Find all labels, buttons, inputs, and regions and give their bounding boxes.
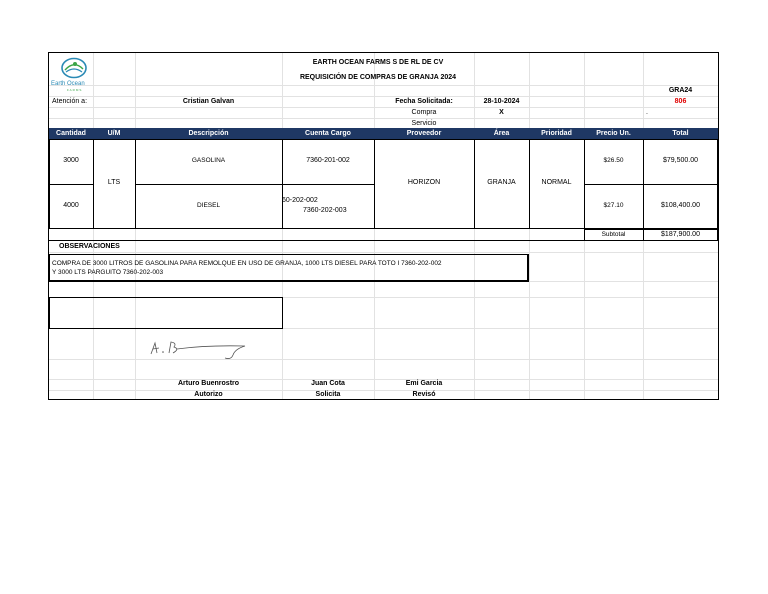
- col-cantidad: Cantidad: [56, 130, 86, 137]
- company-logo: [59, 57, 89, 81]
- col-descripcion: Descripción: [188, 130, 229, 137]
- date-value: 28-10-2024: [483, 98, 520, 105]
- globe-icon: [59, 57, 89, 79]
- attention-value: Cristian Galvan: [182, 98, 235, 105]
- grid-line: [49, 252, 718, 253]
- item-2-cantidad: 4000: [63, 202, 79, 209]
- grid-line: [49, 85, 718, 86]
- observaciones-line-2: Y 3000 LTS PARGUITO 7360-202-003: [52, 269, 164, 276]
- attention-label: Atención a:: [52, 98, 88, 105]
- observaciones-box: [49, 254, 529, 282]
- company-name: EARTH OCEAN FARMS S DE RL DE CV: [312, 59, 444, 66]
- folio-number: 806: [674, 98, 687, 105]
- signer-2-role: Solicita: [315, 391, 341, 398]
- item-2-precio: $27.10: [603, 202, 624, 209]
- grid-line: [49, 118, 718, 119]
- col-cuenta: Cuenta Cargo: [305, 130, 351, 137]
- item-proveedor: HORIZON: [407, 179, 441, 186]
- col-total: Total: [672, 130, 689, 137]
- requisition-form: [48, 52, 719, 400]
- item-2-cuenta-line1: 60-202-002: [282, 197, 318, 204]
- item-1-total: $79,500.00: [662, 157, 699, 164]
- form-title: REQUISICIÓN DE COMPRAS DE GRANJA 2024: [299, 74, 457, 81]
- item-1-cuenta: 7360-201-002: [306, 157, 350, 164]
- item-2-descripcion: DIESEL: [196, 202, 221, 209]
- item-area: GRANJA: [487, 179, 516, 186]
- item-prioridad: NORMAL: [541, 179, 572, 186]
- subtotal-value: $187,900.00: [661, 231, 700, 238]
- col-proveedor: Proveedor: [406, 130, 442, 137]
- table-header: [49, 128, 718, 139]
- signer-1-name: Arturo Buenrostro: [177, 380, 240, 387]
- col-um: U/M: [107, 130, 121, 137]
- compra-label: Compra: [411, 109, 437, 116]
- signer-3-name: Emi Garcia: [405, 380, 443, 387]
- item-1-cantidad: 3000: [63, 157, 79, 164]
- notes-box: [49, 297, 283, 329]
- form-code: GRA24: [668, 87, 693, 94]
- servicio-label: Servicio: [411, 120, 437, 127]
- signer-3-role: Revisó: [412, 391, 436, 398]
- dot-mark: .: [646, 109, 648, 116]
- date-label: Fecha Solicitada:: [395, 98, 453, 105]
- signer-1-role: Autorizo: [194, 391, 223, 398]
- col-prioridad: Prioridad: [541, 130, 572, 137]
- signer-2-name: Juan Cota: [311, 380, 345, 387]
- subtotal-label: Subtotal: [601, 231, 626, 238]
- compra-mark: X: [499, 109, 504, 116]
- logo-subtext: FARMS: [67, 88, 83, 92]
- col-area: Área: [493, 130, 510, 137]
- item-um: LTS: [107, 179, 121, 186]
- observaciones-label: OBSERVACIONES: [59, 243, 120, 250]
- grid-line: [49, 107, 718, 108]
- item-2-cuenta-line2: 7360-202-003: [303, 207, 347, 214]
- item-2-total: $108,400.00: [661, 202, 700, 209]
- divider: [49, 240, 584, 241]
- item-1-descripcion: GASOLINA: [191, 157, 226, 164]
- item-1-precio: $26.50: [603, 157, 624, 164]
- logo-text: Earth Ocean: [51, 81, 85, 87]
- signature-image: [147, 337, 257, 361]
- col-precio: Precio Un.: [596, 130, 631, 137]
- grid-line: [49, 96, 718, 97]
- observaciones-line-1: COMPRA DE 3000 LITROS DE GASOLINA PARA REMOLQUE EN USO DE GRANJA, 1000 LTS DIESEL PARA TOTO I 7360-202-002: [52, 260, 442, 267]
